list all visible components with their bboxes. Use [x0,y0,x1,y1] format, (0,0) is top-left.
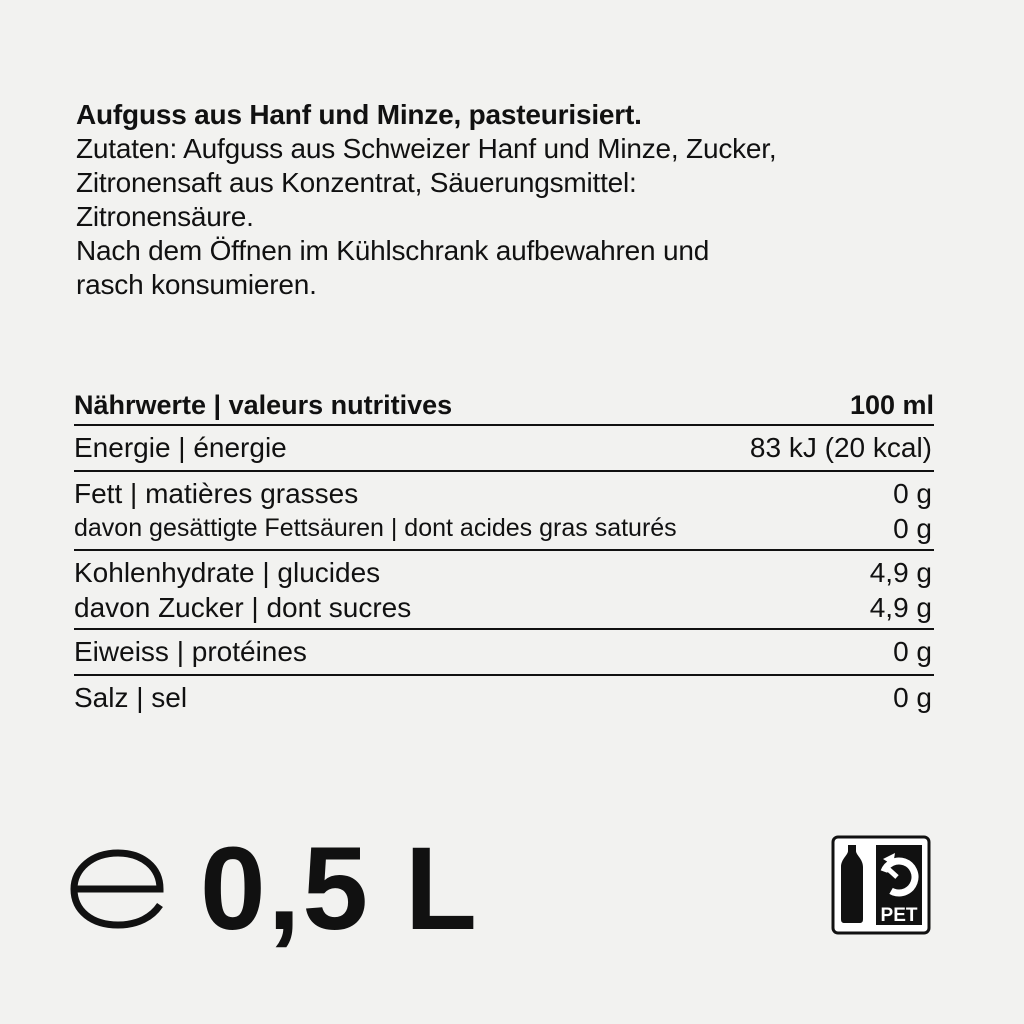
table-row [74,554,934,591]
table-row [74,679,934,716]
volume-indicator [70,823,479,955]
ingredients-line: Zitronensäure. [76,201,254,232]
table-row [74,591,934,624]
row-value: 83 kJ (20 kcal) [749,432,932,463]
nutrition-group [74,426,934,472]
row-value: 4,9 g [869,592,932,623]
row-label: Salz | sel [74,682,188,713]
row-value: 0 g [893,636,932,667]
nutrition-group [74,551,934,630]
table-row [74,512,934,545]
header-label: Nährwerte | valeurs nutritives [74,390,453,420]
nutrition-group [74,472,934,551]
row-label: davon Zucker | dont sucres [74,592,412,623]
table-row [74,429,934,466]
header-unit: 100 ml [849,390,934,420]
row-value: 0 g [893,682,932,713]
pet-label: PET [880,905,918,926]
pet-recycling-icon [831,835,931,935]
row-label: Energie | énergie [74,432,287,463]
row-value: 0 g [893,478,932,509]
nutrition-group [74,630,934,676]
nutrition-group [74,676,934,720]
storage-line: Nach dem Öffnen im Kühlschrank aufbewahren und [76,235,710,266]
product-description [76,98,956,302]
table-row [74,633,934,670]
row-value: 4,9 g [869,557,932,588]
nutrition-header [74,386,934,426]
ingredients-line: Zitronensaft aus Konzentrat, Säuerungsmittel: [76,167,637,198]
volume-value: 0,5 L [200,823,479,955]
storage-line: rasch konsumieren. [76,269,317,300]
ingredients-line: Zutaten: Aufguss aus Schweizer Hanf und Minze, Zucker, [76,133,777,164]
row-label: Eiweiss | protéines [74,636,307,667]
row-value: 0 g [893,513,932,544]
nutrition-table [74,386,934,720]
product-title: Aufguss aus Hanf und Minze, pasteurisiert. [76,99,642,130]
row-label: Fett | matières grasses [74,478,359,509]
row-label: Kohlenhydrate | glucides [74,557,381,588]
table-row [74,475,934,512]
row-label: davon gesättigte Fettsäuren | dont acides gras saturés [74,514,677,542]
e-mark-icon [70,849,166,929]
